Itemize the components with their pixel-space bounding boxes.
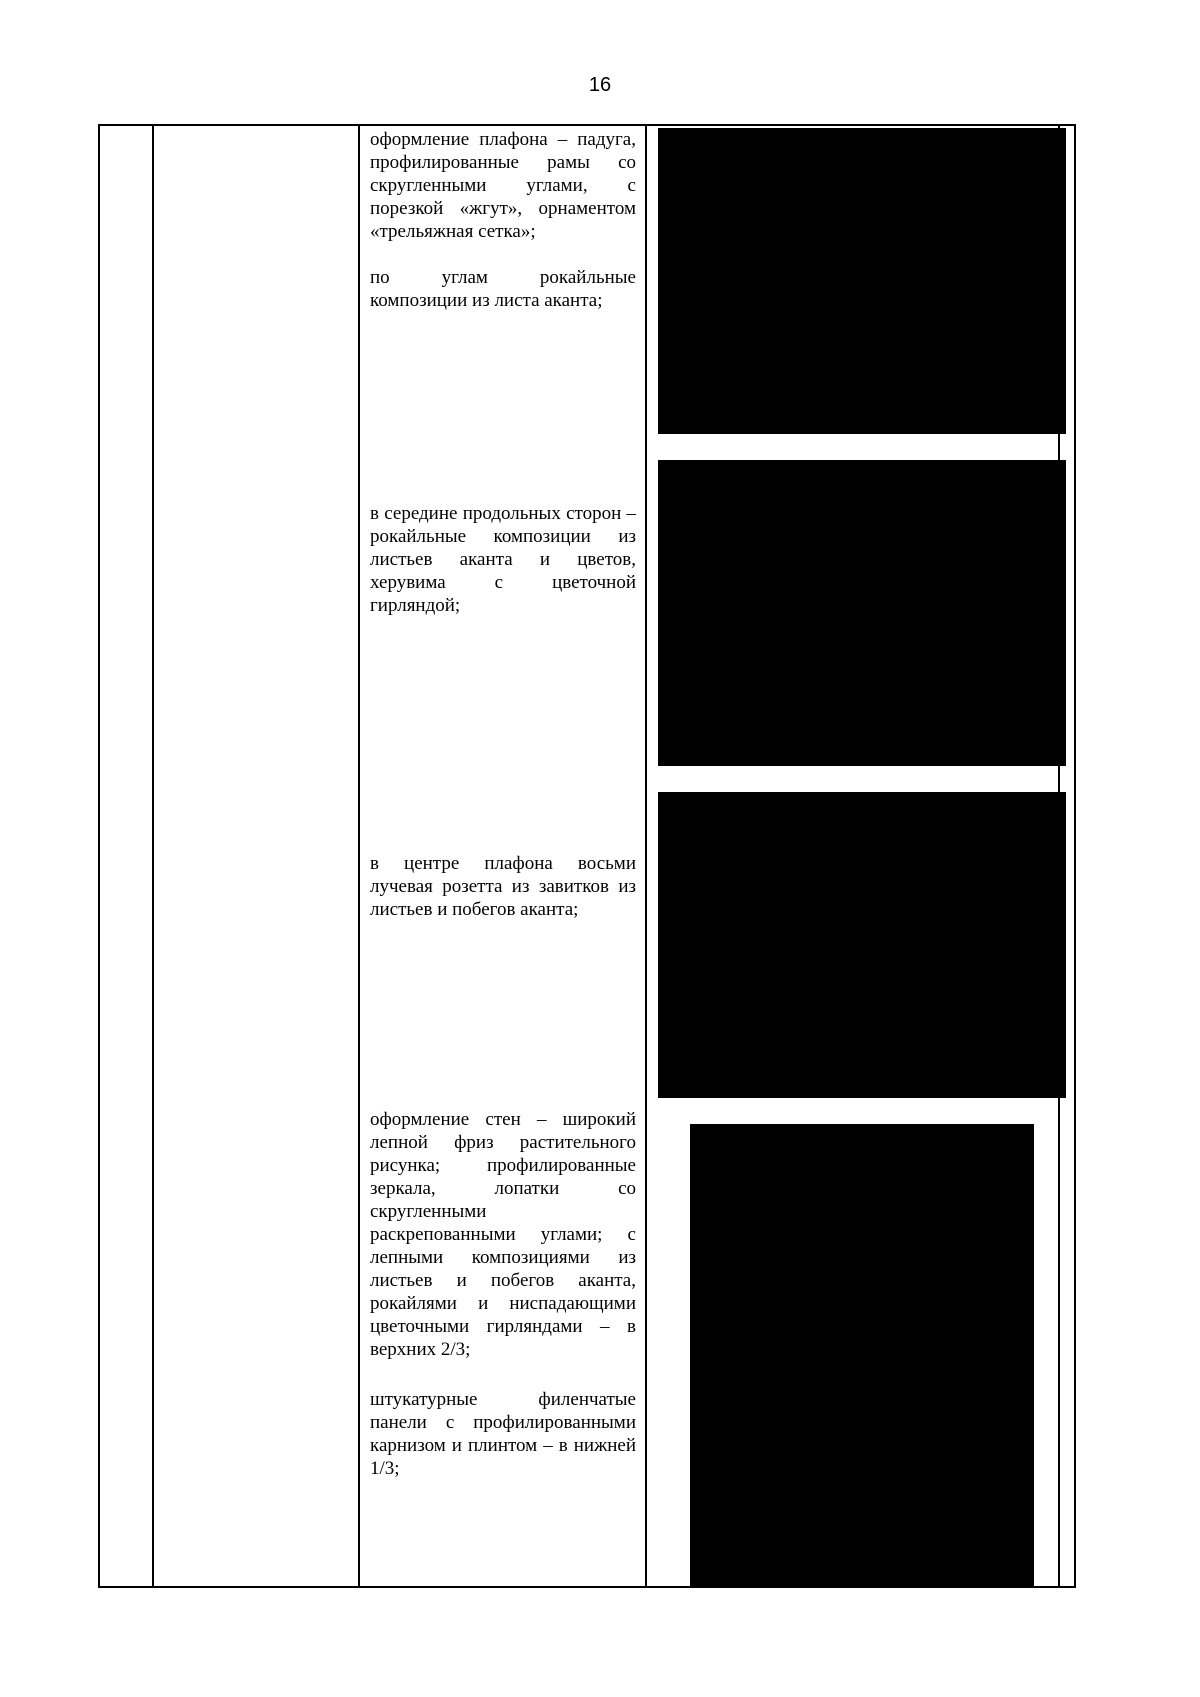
description-paragraph: оформление стен – широкий лепной фриз растительного рисунка; профилированные зеркала, лопатки со скругленными раскрепованными углами; с лепными композициями из листьев и побегов аканта, рокайлями и ниспадающими цветочными гирляндами – в верхних 2/3; bbox=[370, 1109, 636, 1360]
description-paragraph: в середине продольных сторон – рокайльные композиции из листьев аканта и цветов, херувима с цветочной гирляндой; bbox=[370, 503, 636, 616]
description-paragraph: в центре плафона восьми лучевая розетта из завитков из листьев и побегов аканта; bbox=[370, 853, 636, 920]
description-paragraph: штукатурные филенчатые панели с профилированными карнизом и плинтом – в нижней 1/3; bbox=[370, 1389, 636, 1479]
document-table bbox=[98, 124, 1076, 1588]
description-paragraph: по углам рокайльные композиции из листа аканта; bbox=[370, 267, 636, 311]
redacted-photo bbox=[658, 792, 1066, 1098]
redacted-photo bbox=[658, 128, 1066, 434]
redacted-photo bbox=[658, 460, 1066, 766]
description-paragraph: оформление плафона – падуга, профилированные рамы со скругленными углами, с порезкой «жгут», орнаментом «трельяжная сетка»; bbox=[370, 129, 636, 242]
table-column-divider bbox=[358, 126, 360, 1586]
page-number: 16 bbox=[588, 74, 612, 96]
table-column-divider bbox=[645, 126, 647, 1586]
table-column-divider bbox=[152, 126, 154, 1586]
redacted-photo bbox=[690, 1124, 1034, 1586]
